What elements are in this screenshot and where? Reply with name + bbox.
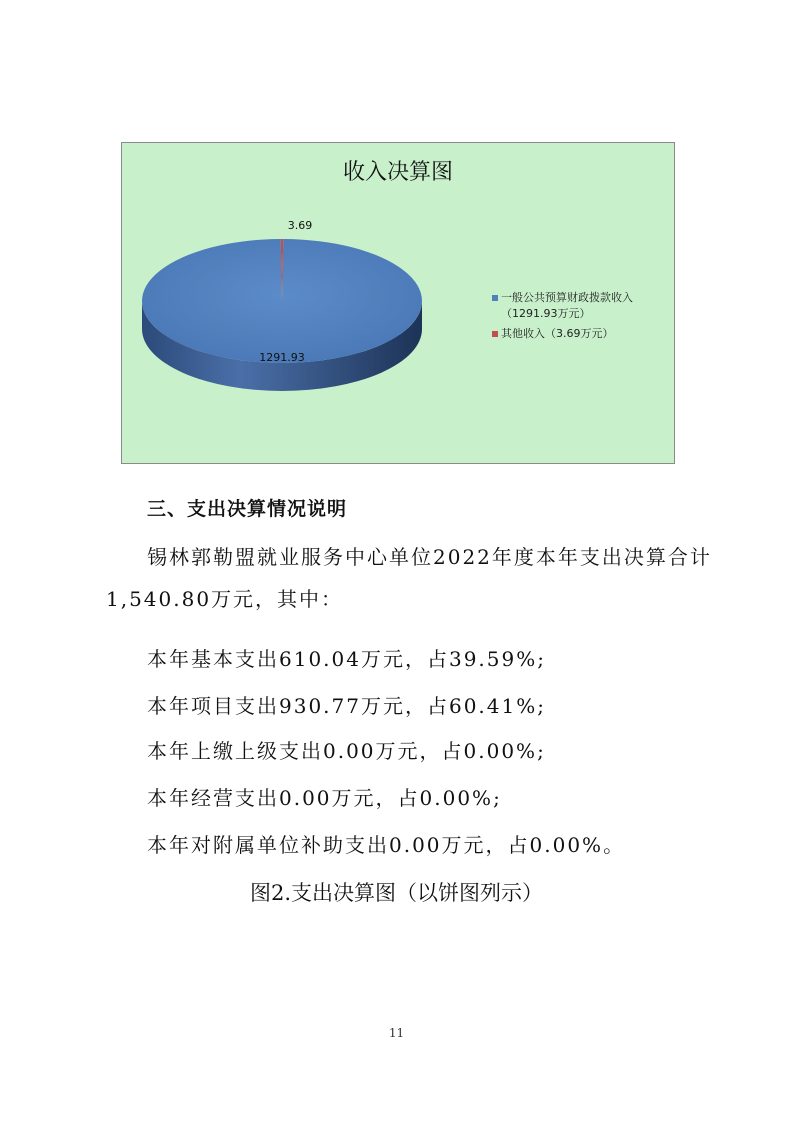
income-pie-chart [121,142,675,464]
legend-label: 其他收入（3.69万元） [501,327,614,340]
legend-label: 一般公共预算财政拨款收入 （1291.93万元） [501,291,633,320]
data-label-other-income: 3.69 [287,219,313,232]
item-operating-expense: 本年经营支出0.00万元，占0.00%; [147,786,502,810]
item-project-expense: 本年项目支出930.77万元，占60.41%; [147,694,546,718]
item-upper-remit-expense: 本年上缴上级支出0.00万元，占0.00%; [147,739,546,763]
chart-title: 收入决算图 [342,160,453,185]
item-basic-expense: 本年基本支出610.04万元，占39.59%; [147,647,546,671]
chart-legend [492,290,672,346]
legend-item-general-budget [492,290,672,322]
section-heading: 三、支出决算情况说明 [147,498,348,520]
item-subsidiary-subsidy: 本年对附属单位补助支出0.00万元，占0.00%。 [147,833,626,857]
legend-swatch-icon [492,331,498,337]
legend-item-other-income [492,326,672,342]
data-label-general-budget: 1291.93 [259,351,305,364]
page-number: 11 [388,1026,405,1040]
figure-caption: 图2.支出决算图（以饼图列示） [249,881,544,905]
intro-line-1: 锡林郭勒盟就业服务中心单位2022年度本年支出决算合计 [147,545,712,569]
intro-line-2: 1,540.80万元，其中： [106,587,344,611]
legend-swatch-icon [492,295,498,301]
